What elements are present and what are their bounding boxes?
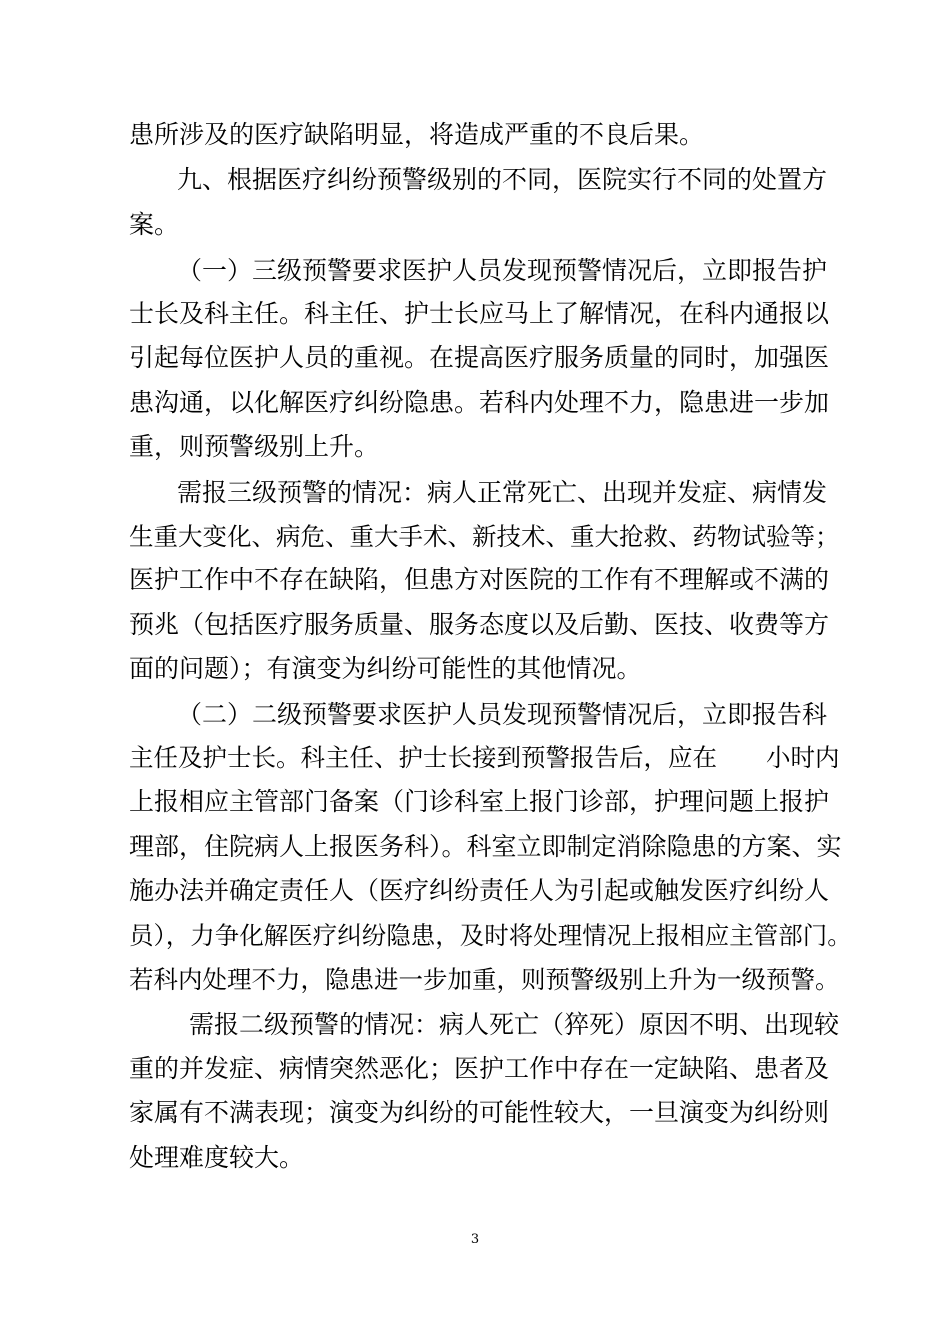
text-line: 处理难度较大。 (129, 1143, 305, 1172)
text-line: 患沟通，以化解医疗纠纷隐患。若科内处理不力，隐患进一步加 (129, 388, 830, 417)
text-line: 士长及科主任。科主任、护士长应马上了解情况，在科内通报以 (129, 299, 830, 328)
text-line: 员），力争化解医疗纠纷隐患，及时将处理情况上报相应主管部门。 (129, 921, 852, 950)
text-line: 若科内处理不力，隐患进一步加重，则预警级别上升为一级预警。 (129, 965, 840, 994)
text-line: 生重大变化、病危、重大手术、新技术、重大抢救、药物试验等； (129, 522, 840, 551)
text-line: 引起每位医护人员的重视。在提高医疗服务质量的同时，加强医 (129, 343, 830, 372)
page-number: 3 (470, 1232, 480, 1247)
text-line: 患所涉及的医疗缺陷明显，将造成严重的不良后果。 (129, 120, 705, 149)
text-line: 主任及护士长。科主任、护士长接到预警报告后，应在 小时内 (129, 743, 840, 772)
text-line: 案。 (129, 210, 180, 239)
text-line: 九、根据医疗纠纷预警级别的不同，医院实行不同的处置方 (177, 165, 828, 194)
text-line: 重，则预警级别上升。 (129, 432, 380, 461)
text-line: 家属有不满表现；演变为纠纷的可能性较大，一旦演变为纠纷则 (129, 1098, 830, 1127)
text-line: （一）三级预警要求医护人员发现预警情况后，立即报告护 (177, 256, 828, 285)
text-line: 医护工作中不存在缺陷，但患方对医院的工作有不理解或不满的 (129, 565, 830, 594)
text-line: 重的并发症、病情突然恶化；医护工作中存在一定缺陷、患者及 (129, 1054, 830, 1083)
text-line: 需报三级预警的情况：病人正常死亡、出现并发症、病情发 (177, 478, 828, 507)
text-line: 施办法并确定责任人（医疗纠纷责任人为引起或触发医疗纠纷人 (129, 876, 830, 905)
text-line: 上报相应主管部门备案（门诊科室上报门诊部，护理问题上报护 (129, 787, 830, 816)
text-line: 预兆（包括医疗服务质量、服务态度以及后勤、医技、收费等方 (129, 610, 830, 639)
text-line: 面的问题）；有演变为纠纷可能性的其他情况。 (129, 654, 642, 683)
text-line: 理部，住院病人上报医务科）。科室立即制定消除隐患的方案、实 (129, 832, 842, 861)
text-line: 需报二级预警的情况：病人死亡（猝死）原因不明、出现较 (189, 1010, 840, 1039)
text-line: （二）二级预警要求医护人员发现预警情况后，立即报告科 (177, 700, 828, 729)
